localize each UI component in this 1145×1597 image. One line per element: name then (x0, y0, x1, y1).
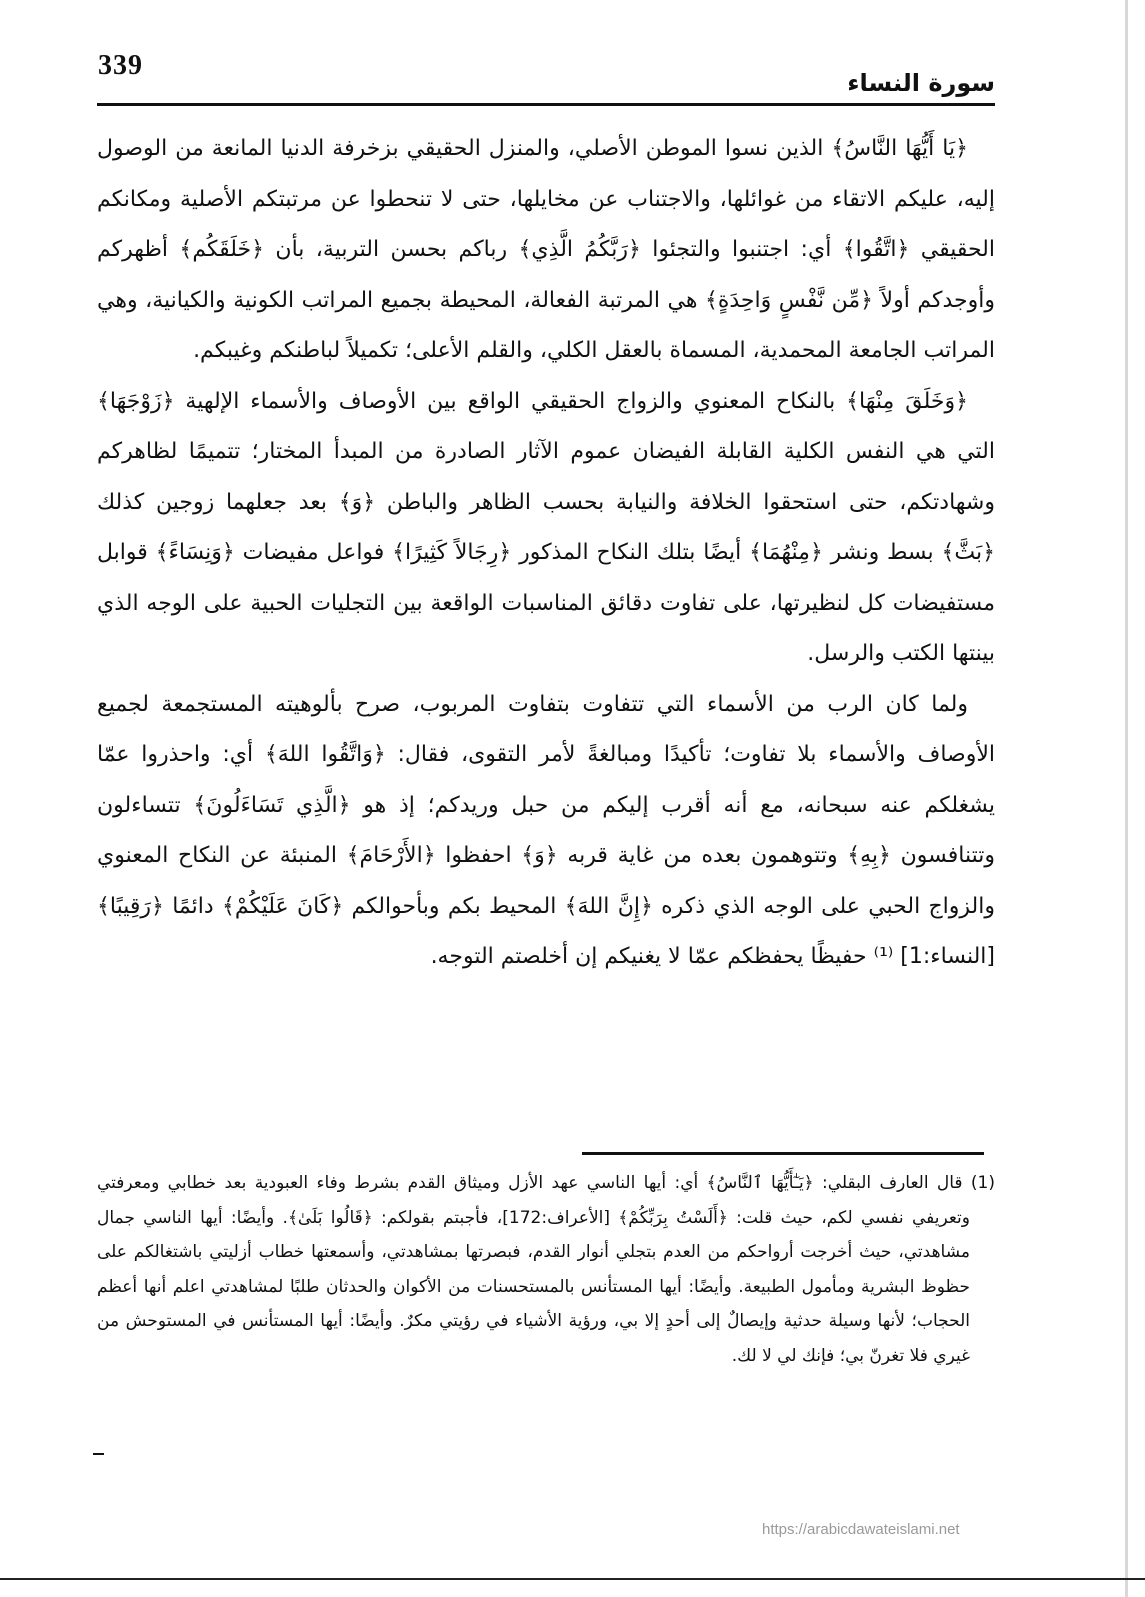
source-watermark: https://arabicdawateislami.net (762, 1521, 960, 1538)
footnotes (97, 1166, 995, 1373)
main-commentary (97, 124, 995, 983)
footnote-divider (582, 1152, 984, 1155)
footnote: (1) قال العارف البقلي: ﴿يَـٰٓأَيُّهَا ٱلنَّاسُ﴾ أي: أيها الناسي عهد الأزل وميثاق القدم بشرط وفاء العبودية بعد خطابي ومعرفتي وتعريفي نفسي لكم، حيث قلت: ﴿أَلَسْتُ بِرَبِّكُمْ﴾ [الأعراف:172]، فأجبتم بقولكم: ﴿قَالُوا بَلَىٰ﴾. وأيضًا: أيها الناسي جمال مشاهدتي، حيث أخرجت أرواحكم من العدم بتجلي أنوار القدم، فبصرتها بمشاهدتي، وأسمعتها خطاب أزليتي باشتغالكم على حظوظ البشرية ومأمول الطبيعة. وأيضًا: أيها المستأنس بالمستحسنات من الأكوان والحدثان طلبًا لمشاهدتي اعلم أنها أعظم الحجاب؛ لأنها وسيلة حدثية وإيصالٌ إلى أحدٍ إلا بي، ورؤية الأشياء في رؤيتي مكرٌ. وأيضًا: أيها المستأنس في المستوحش من غيري فلا تغرنّ بي؛ فإنك لي لا لك. (97, 1173, 995, 1366)
commentary-paragraph: ولما كان الرب من الأسماء التي تتفاوت بتفاوت المربوب، صرح بألوهيته المستجمعة لجميع الأوصاف والأسماء بلا تفاوت؛ تأكيدًا ومبالغةً لأمر التقوى، فقال: ﴿وَاتَّقُوا اللهَ﴾ أي: واحذروا عمّا يشغلكم عنه سبحانه، مع أنه أقرب إليكم من حبل وريدكم؛ إذ هو ﴿الَّذِي تَسَاءَلُونَ﴾ تتساءلون وتتنافسون ﴿بِهِ﴾ وتتوهمون بعده من غاية قربه ﴿وَ﴾ احفظوا ﴿الأَرْحَامَ﴾ المنبئة عن النكاح المعنوي والزواج الحبي على الوجه الذي ذكره ﴿إِنَّ اللهَ﴾ المحيط بكم وبأحوالكم ﴿كَانَ عَلَيْكُمْ﴾ دائمًا ﴿رَقِيبًا﴾ [النساء:1] ⁽¹⁾ حفيظًا يحفظكم عمّا لا يغنيكم إن أخلصتم التوجه. (97, 691, 995, 969)
page-number: 339 (98, 50, 143, 81)
footnote-end-mark (93, 1453, 104, 1455)
commentary-paragraph: ﴿وَخَلَقَ مِنْهَا﴾ بالنكاح المعنوي والزواج الحقيقي الواقع بين الأوصاف والأسماء الإلهية ﴿زَوْجَهَا﴾ التي هي النفس الكلية القابلة الفيضان عموم الآثار الصادرة من المبدأ المختار؛ تتميمًا لظاهركم وشهادتكم، حتى استحقوا الخلافة والنيابة بحسب الظاهر والباطن ﴿وَ﴾ بعد جعلهما زوجين كذلك ﴿بَثَّ﴾ بسط ونشر ﴿مِنْهُمَا﴾ أيضًا بتلك النكاح المذكور ﴿رِجَالاً كَثِيرًا﴾ فواعل مفيضات ﴿وَنِسَاءً﴾ قوابل مستفيضات كل لنظيرتها، على تفاوت دقائق المناسبات الواقعة بين التجليات الحبية على الوجه الذي بينتها الكتب والرسل. (97, 388, 995, 666)
header-divider (97, 103, 995, 106)
scan-edge (1125, 0, 1128, 1597)
surah-title: سورة النساء (847, 69, 995, 97)
commentary-paragraph: ﴿يَا أَيُّهَا النَّاسُ﴾ الذين نسوا الموطن الأصلي، والمنزل الحقيقي بزخرفة الدنيا المانعة من الوصول إليه، عليكم الاتقاء من غوائلها، والاجتناب عن مخايلها، حتى لا تنحطوا عن مرتبتكم الأصلية ومكانكم الحقيقي ﴿اتَّقُوا﴾ أي: اجتنبوا والتجئوا ﴿رَبَّكُمُ الَّذِي﴾ رباكم بحسن التربية، بأن ﴿خَلَقَكُم﴾ أظهركم وأوجدكم أولاً ﴿مِّن نَّفْسٍ وَاحِدَةٍ﴾ هي المرتبة الفعالة، المحيطة بجميع المراتب الكونية والكيانية، وهي المراتب الجامعة المحمدية، المسماة بالعقل الكلي، والقلم الأعلى؛ تكميلاً لباطنكم وغيبكم. (97, 136, 995, 363)
bottom-scan-line (0, 1578, 1145, 1580)
